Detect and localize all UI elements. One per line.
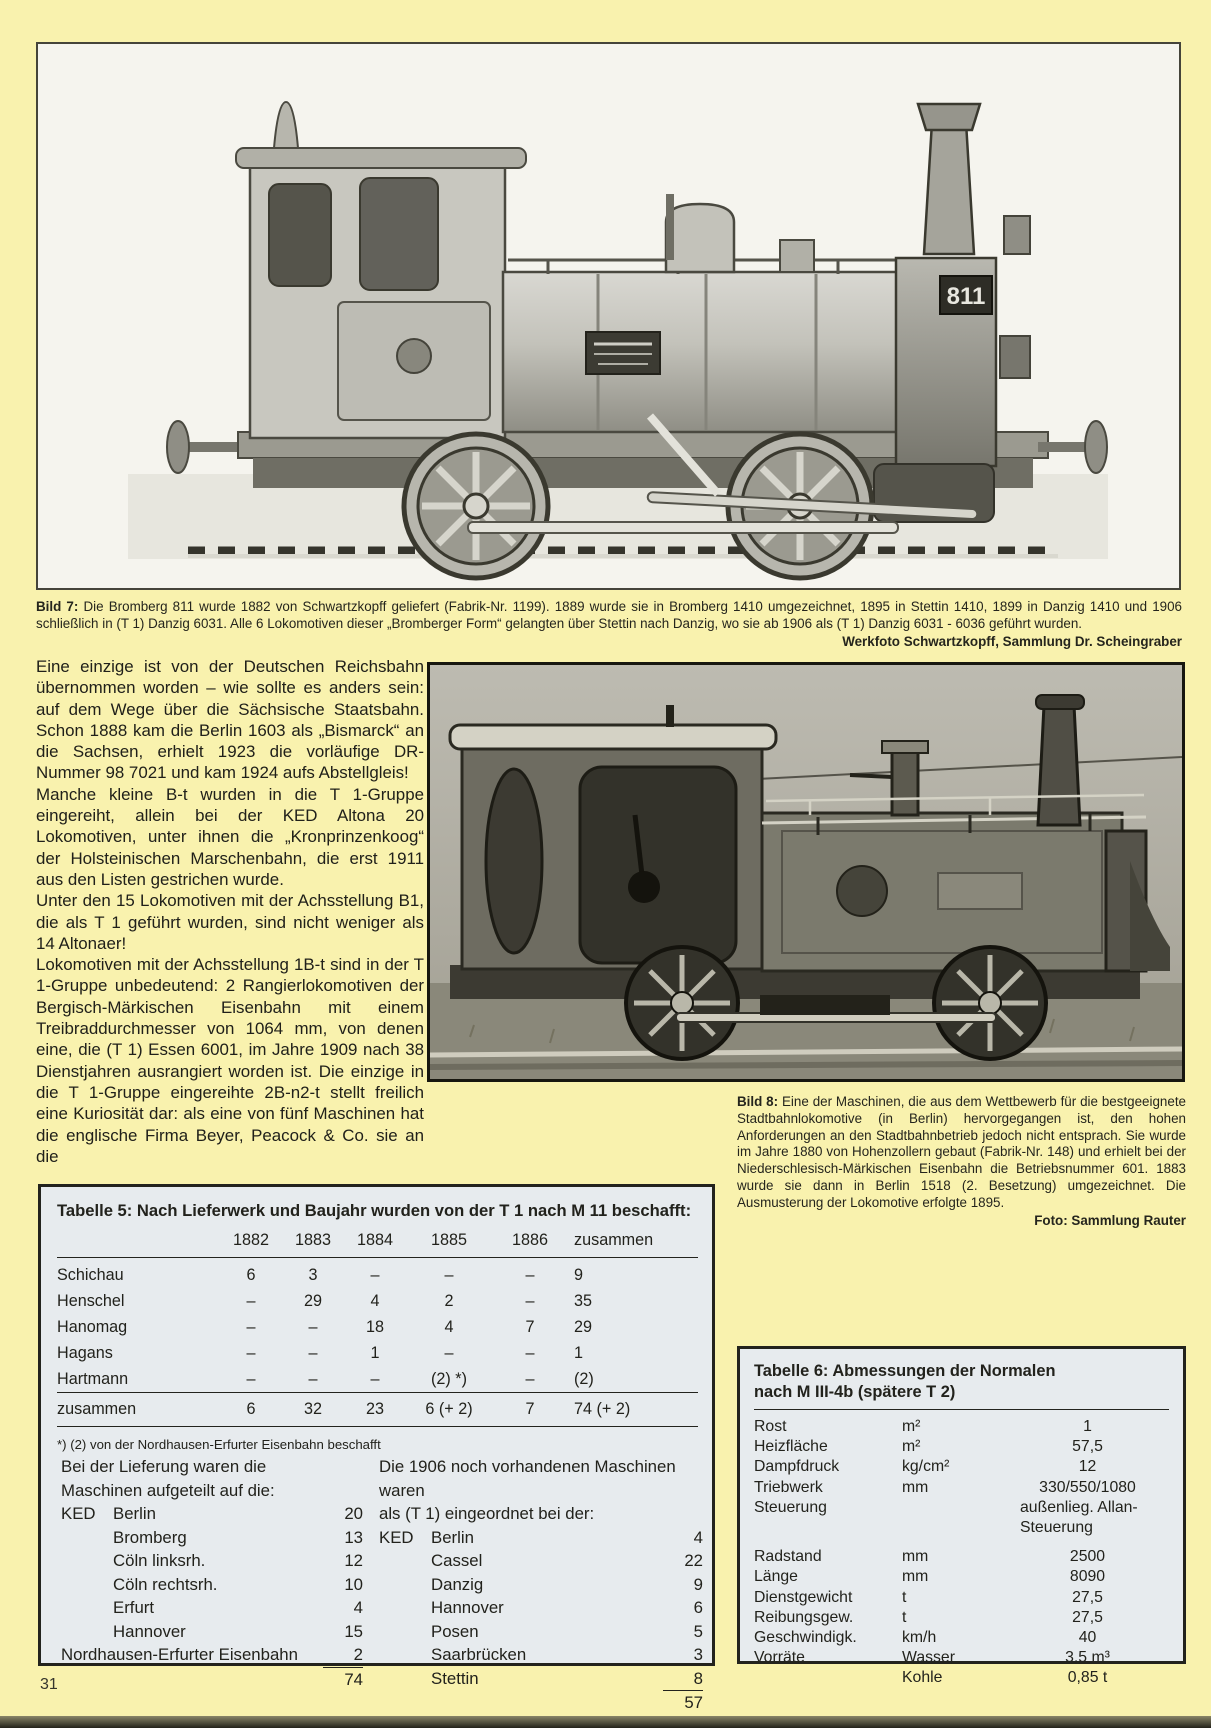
list-item [61,1620,363,1644]
spec-row [754,1518,1169,1538]
district-name: Berlin [431,1527,474,1547]
cell: – [246,1343,256,1362]
district-name: Cöln rechtsrh. [113,1574,218,1594]
manufacturer-label: Hartmann [57,1369,129,1388]
manufacturer-label: Schichau [57,1265,124,1284]
table-row [57,1366,698,1393]
list-item [379,1526,703,1550]
total-cell: 7 [492,1393,568,1427]
tabelle5-col-0 [57,1227,220,1257]
spec-row [754,1567,1169,1587]
cell: 4 [444,1317,454,1336]
bild8-photo [427,662,1185,1082]
spec-value: 40 [1078,1629,1097,1647]
list-item [61,1596,363,1620]
spec-row [754,1498,1169,1518]
article-paragraph-2: Manche kleine B-t wurden in die T 1-Gruppe eingereiht, allein bei der KED Altona 20 Lokomotiven, unter ihnen die „Kronprinzenkoog“ der Holsteinischen Marschenbahn, die erst 1911 aus den Listen gestrichen wurde. [36,784,424,889]
bild8-caption-prefix: Bild 8: [737,1094,779,1109]
bild8-caption-text: Eine der Maschinen, die aus dem Wettbewerb für die bestgeeignete Stadtbahnlokomotive (in Berlin) hervorgegangen ist, den hohen Anforderungen an den Stadtbahnbetrieb jedoch nicht entsprach. Sie wurde im Jahre 1880 von Hohenzollern gebaut (Fabrik-Nr. 148) und erhielt bei der Niederschlesisch-Märkischen Eisenbahn die Betriebsnummer 601. 1883 wurde sie dann in Berlin 1518 (2. Besetzung) umgezeichnet. Die Ausmusterung der Lokomotive erfolgte 1895. [737,1094,1186,1210]
list-item [61,1526,363,1550]
spec-unit: m² [902,1418,921,1435]
tabelle5-title: Tabelle 5: Nach Lieferwerk und Baujahr wurden von der T 1 nach M 11 beschafft: [57,1201,692,1220]
total-cell: 23 [344,1393,406,1427]
spec-label: Steuerung [754,1498,827,1516]
tabelle5-col-1882: 1882 [220,1227,282,1257]
loco-number-plate: 811 [946,283,986,310]
tabelle6-title-line-2: nach M III-4b (spätere T 2) [754,1383,956,1401]
bild7-photo [36,42,1181,590]
cell: – [246,1291,256,1310]
cell: – [308,1369,318,1388]
cell: (2) [574,1369,594,1388]
district-count: 12 [344,1551,363,1570]
list-item [61,1643,363,1667]
spec-unit: mm [902,1478,929,1496]
article-paragraph-3: Unter den 15 Lokomotiven mit der Achsstellung B1, die als T 1 geführt wurden, sind nicht weniger als 14 Altonaer! [36,891,424,953]
ked-label: KED [379,1527,414,1547]
total-cell: 32 [282,1393,344,1427]
cell: – [308,1343,318,1362]
district-name: Danzig [431,1574,484,1594]
tabelle5-col-1883: 1883 [282,1227,344,1257]
spec-label: Radstand [754,1548,822,1566]
district-count: 4 [693,1527,703,1547]
tabelle6-box [737,1346,1186,1687]
spec-label: Dampfdruck [754,1458,840,1476]
cell: 6 [246,1265,256,1284]
list-item [61,1573,363,1597]
bild7-photo-credit: Werkfoto Schwartzkopff, Sammlung Dr. Scheingraber [842,633,1182,649]
cell: 4 [370,1291,380,1310]
spec-label [754,1668,902,1688]
cell: – [525,1369,535,1388]
district-count: 9 [693,1574,703,1594]
spec-label [754,1518,902,1538]
list-item [61,1502,363,1526]
list-item [379,1667,703,1691]
spec-value: 27,5 [1072,1608,1103,1626]
spec-row [754,1478,1169,1498]
spacer [754,1538,1169,1547]
tabelle5-col-zusammen: zusammen [568,1227,698,1257]
district-count: 5 [693,1621,703,1641]
spec-row [754,1417,1169,1437]
cell: 35 [574,1291,593,1310]
bild7-caption-text: Die Bromberg 811 wurde 1882 von Schwartzkopff geliefert (Fabrik-Nr. 1199). 1889 wurde sie in Bromberg 1410 umgezeichnet, 1895 in Stettin 1410, 1899 in Danzig 1410 und 1906 schließlich in (T 1) Danzig 6031. Alle 6 Lokomotiven dieser „Bromberger Form“ gelangten über Stettin nach Danzig, wo sie ab 1906 als (T 1) Danzig 6031 - 6036 geführt wurden. [36,599,1182,631]
district-name: Hannover [113,1621,186,1641]
manufacturer-label: Henschel [57,1291,125,1310]
table-row [57,1314,698,1340]
spec-row [754,1457,1169,1477]
manufacturer-label: Hanomag [57,1317,128,1336]
spec-row [754,1608,1169,1628]
cell: – [525,1291,535,1310]
district-count: 3 [693,1645,703,1664]
cell: – [525,1265,535,1284]
tabelle5-footnote: *) (2) von der Nordhausen-Erfurter Eisenbahn beschafft [57,1437,381,1452]
district-name: Cassel [431,1551,483,1570]
district-count: 4 [353,1598,363,1617]
cell: 1 [370,1343,380,1362]
cell: – [370,1369,380,1388]
spec-label: Heizfläche [754,1438,828,1456]
list-item [379,1596,703,1620]
list-item [379,1549,703,1573]
district-name: Hannover [431,1598,504,1617]
table-row [57,1257,698,1288]
district-count: 13 [344,1527,363,1547]
ked-label: KED [61,1504,96,1523]
spec-row [754,1648,1169,1668]
page-number: 31 [40,1676,58,1693]
spec-unit: m² [902,1438,921,1456]
cell: – [308,1317,318,1336]
spec-value: 0,85 t [1067,1669,1108,1687]
spec-unit [902,1498,1006,1518]
delivery-total: 74 [323,1667,363,1692]
spec-label: Dienstgewicht [754,1588,853,1606]
spec-label: Reibungsgew. [754,1608,854,1626]
cell: – [444,1343,454,1362]
district-count: 10 [344,1574,363,1594]
spec-unit: t [902,1608,907,1626]
district-name: Erfurt [113,1598,155,1617]
spec-label: Rost [754,1418,787,1435]
spec-row [754,1628,1169,1648]
spec-value: 2500 [1069,1548,1106,1566]
spec-unit: Wasser [902,1649,955,1667]
district-name: Bromberg [113,1527,187,1547]
district-name: Cöln linksrh. [113,1551,206,1570]
district-count: 15 [344,1621,363,1641]
cell: (2) *) [431,1369,467,1388]
table-row [57,1288,698,1314]
total-cell: 6 [220,1393,282,1427]
spec-unit [902,1518,1006,1538]
cell: – [246,1317,256,1336]
scan-edge-strip [0,1716,1211,1728]
delivery-list-intro-1: Bei der Lieferung waren die [61,1457,267,1476]
tabelle6-rule [754,1409,1169,1410]
spec-label: Triebwerk [754,1478,823,1496]
bild7-caption [36,599,1182,650]
cell: 7 [525,1317,535,1336]
spec-unit: mm [902,1568,929,1586]
spec-value: 1 [1083,1418,1092,1435]
bild7-locomotive-drawing [38,44,1179,588]
cell: – [444,1265,454,1284]
cell: 2 [444,1291,454,1310]
spec-unit: kg/cm² [902,1458,950,1476]
spec-label: Vorräte [754,1649,805,1667]
spec-value: Steuerung [1020,1519,1093,1537]
list-item [61,1549,363,1573]
spec-unit: mm [902,1548,929,1566]
delivery-list-intro-2: Maschinen aufgeteilt auf die: [61,1480,275,1500]
manufacturer-label: Hagans [57,1343,113,1362]
district-count: 8 [693,1668,703,1688]
spec-unit: km/h [902,1629,937,1647]
list-item [379,1643,703,1667]
cell: – [246,1369,256,1388]
tabelle5-col-1884: 1884 [344,1227,406,1257]
spec-row [754,1437,1169,1457]
spec-row [754,1668,1169,1688]
cell: 18 [365,1317,384,1336]
article-paragraph-4: Lokomotiven mit der Achsstellung 1B-t sind in der T 1-Gruppe unbedeutend: 2 Rangierlokomotiven der Bergisch-Märkischen Eisenbahn mit einem Treibraddurchmesser von 1064 mm, von denen eine, die (T 1) Essen 6001, im Jahre 1909 nach 38 Dienstjahren ausrangiert worden ist. Die einzige in die T 1-Gruppe eingereihte 2B-n2-t stellt freilich eine Kuriosität dar: als eine von fünf Maschinen hat die englische Firma Beyer, Peacock & Co. sie an die [36,955,424,1166]
bild8-locomotive-drawing [430,665,1182,1079]
tabelle5-col-1886: 1886 [492,1227,568,1257]
cell: 1 [574,1343,584,1362]
district-name: Posen [431,1621,479,1641]
tabelle5-table [57,1227,698,1427]
spec-value: 8090 [1069,1568,1106,1586]
spec-unit: t [902,1588,907,1606]
total-cell: 74 (+ 2) [568,1393,698,1427]
delivery-total-row [61,1667,363,1692]
spec-value: 3,5 m³ [1065,1649,1110,1667]
spec-label: Geschwindigk. [754,1629,857,1647]
cell: 29 [574,1317,593,1336]
spec-unit: Kohle [902,1669,943,1687]
district-count: 6 [693,1598,703,1617]
tabelle5-header-row [57,1227,698,1257]
article-column [36,656,424,1167]
district-name: Stettin [431,1668,479,1688]
total-cell: 6 (+ 2) [406,1393,492,1427]
table-row [57,1340,698,1366]
article-paragraph-1: Eine einzige ist von der Deutschen Reichsbahn übernommen worden – wie sollte es anders sein: auf dem Wege über die Sächsische Staatsbahn. Schon 1888 kam die Berlin 1603 als „Bismarck“ an die Sachsen, erhielt 1923 die vorläufige DR-Nummer 98 7021 und kam 1924 aufs Abstellgleis! [36,657,424,783]
list-item [379,1620,703,1644]
tabelle5-total-row [57,1393,698,1427]
spec-value: 330/550/1080 [1039,1478,1136,1496]
remaining-total: 57 [663,1690,703,1715]
spec-value: 12 [1078,1458,1097,1476]
delivery-list [61,1455,363,1691]
bild7-caption-prefix: Bild 7: [36,599,79,614]
cell: – [525,1343,535,1362]
tabelle6-title-line-1: Tabelle 6: Abmessungen der Normalen [754,1362,1056,1380]
remaining-total-row [379,1690,703,1715]
cell: – [370,1265,380,1284]
railway-count: 2 [353,1645,363,1664]
tabelle6-rows [754,1417,1169,1689]
spec-value: 27,5 [1072,1588,1103,1606]
list-item [379,1573,703,1597]
spec-row [754,1588,1169,1608]
bild8-caption [737,1094,1186,1229]
district-count: 22 [684,1551,703,1570]
spec-label: Länge [754,1568,798,1586]
bild8-photo-credit: Foto: Sammlung Rauter [1034,1212,1186,1228]
tabelle5-box [38,1184,715,1712]
district-name: Saarbrücken [431,1645,527,1664]
remaining-list-intro-1: Die 1906 noch vorhandenen Maschinen waren [379,1457,676,1500]
total-label: zusammen [57,1393,220,1427]
railway-name: Nordhausen-Erfurter Eisenbahn [61,1645,298,1664]
remaining-list-intro-2: als (T 1) eingeordnet bei der: [379,1504,595,1523]
spec-row [754,1547,1169,1567]
spec-value: außenlieg. Allan- [1020,1498,1138,1516]
remaining-list [379,1455,703,1715]
cell: 9 [574,1265,584,1284]
district-count: 20 [344,1504,363,1523]
tabelle5-col-1885: 1885 [406,1227,492,1257]
district-name: Berlin [113,1504,156,1523]
spec-value: 57,5 [1072,1438,1103,1456]
cell: 3 [308,1265,318,1284]
cell: 29 [303,1291,322,1310]
